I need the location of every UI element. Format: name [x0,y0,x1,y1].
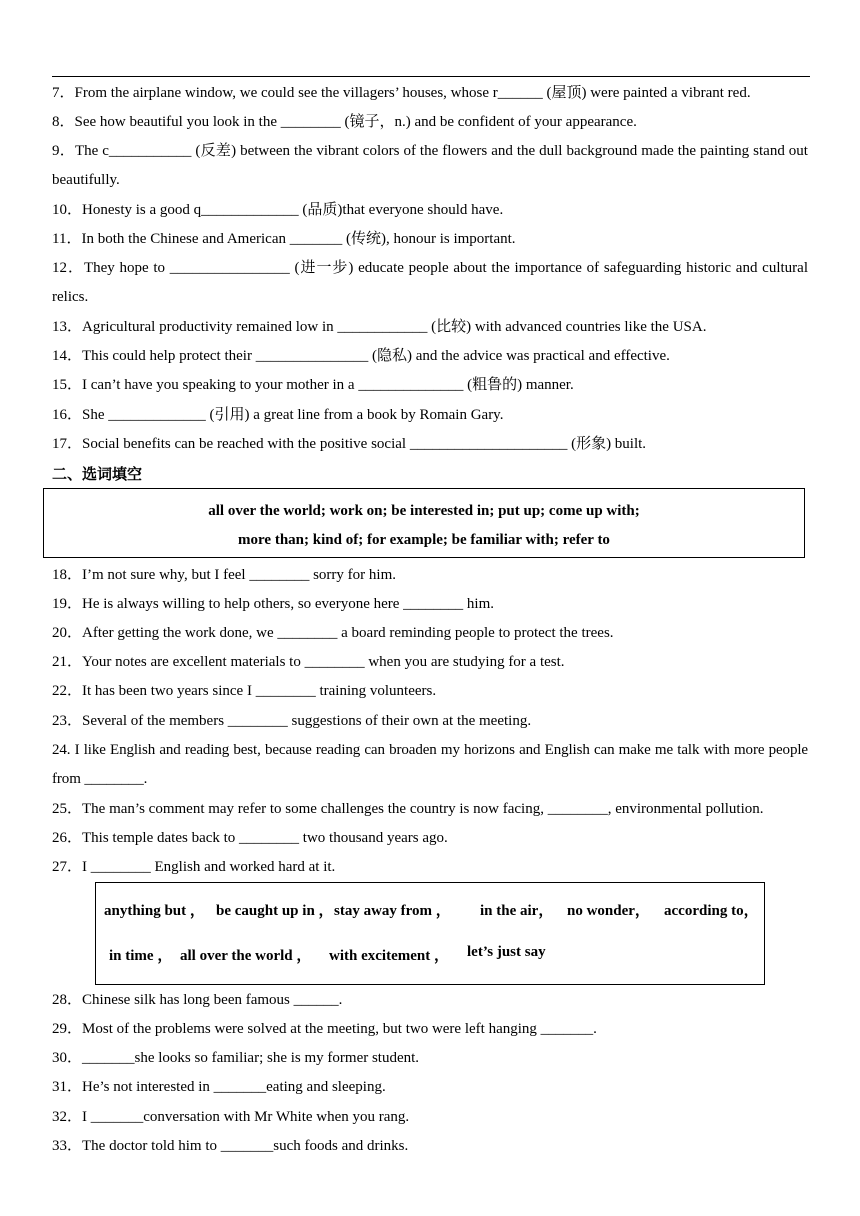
phrase-with-excitement: with excitement ， [329,948,449,964]
question-18: 18．I’m not sure why, but I feel ________ sorry for him. [52,567,396,583]
question-14: 14．This could help protect their _______________ (隐私) and the advice was practical and effective. [52,348,670,364]
question-12: 12．They hope to ________________ (进一步) educate people about the importance of safeguarding historic and cultural relics. [52,260,808,305]
question-21: 21．Your notes are excellent materials to ________ when you are studying for a test. [52,654,565,670]
question-20: 20．After getting the work done, we ________ a board reminding people to protect the trees. [52,625,614,641]
question-30: 30．_______she looks so familiar; she is my former student. [52,1050,420,1066]
question-11: 11．In both the Chinese and American _______ (传统), honour is important. [52,231,516,247]
question-17: 17．Social benefits can be reached with the positive social _____________________ (形象) built. [52,436,647,452]
question-7: 7．From the airplane window, we could see the villagers’ houses, whose r______ (屋顶) were painted a vibrant red. [52,85,751,101]
word-bank-box-1 [43,488,805,558]
phrase-according-to: according to， [664,903,759,919]
phrase-stay-away-from: stay away from ， [334,903,451,919]
question-28: 28．Chinese silk has long been famous ______. [52,992,343,1008]
phrase-all-over-the-world: all over the world ， [180,948,312,964]
phrase-in-time: in time ， [109,948,173,964]
question-8: 8．See how beautiful you look in the ________ (镜子，n.) and be confident of your appearance. [52,114,637,130]
question-16: 16．She _____________ (引用) a great line from a book by Romain Gary. [52,407,504,423]
question-31: 31．He’s not interested in _______eating and sleeping. [52,1079,386,1095]
word-bank-line-1: all over the world; work on; be interested in; put up; come up with; [208,503,640,519]
section-heading: 二、选词填空 [52,465,143,483]
question-29: 29．Most of the problems were solved at the meeting, but two were left hanging _______. [52,1021,597,1037]
question-27: 27．I ________ English and worked hard at it. [52,859,336,875]
question-24: 24. I like English and reading best, because reading can broaden my horizons and English can make me talk with more people from ________. [52,742,808,787]
question-32: 32．I _______conversation with Mr White when you rang. [52,1109,410,1125]
phrase-no-wonder: no wonder， [567,903,650,919]
header-rule [52,76,810,77]
phrase-in-the-air: in the air， [480,903,554,919]
question-13: 13．Agricultural productivity remained low in ____________ (比较) with advanced countries like the USA. [52,319,707,335]
question-10: 10．Honesty is a good q_____________ (品质)that everyone should have. [52,202,504,218]
question-26: 26．This temple dates back to ________ two thousand years ago. [52,830,448,846]
word-bank-box-2 [95,882,765,985]
phrase-lets-just-say: let’s just say [467,944,546,960]
phrase-be-caught-up-in: be caught up in ， [216,903,334,919]
question-9: 9．The c___________ (反差) between the vibrant colors of the flowers and the dull background made the painting stand out beautifully. [52,143,808,188]
question-15: 15．I can’t have you speaking to your mother in a ______________ (粗鲁的) manner. [52,377,574,393]
question-19: 19．He is always willing to help others, so everyone here ________ him. [52,596,495,612]
question-23: 23．Several of the members ________ suggestions of their own at the meeting. [52,713,532,729]
question-22: 22．It has been two years since I ________ training volunteers. [52,683,437,699]
question-33: 33．The doctor told him to _______such foods and drinks. [52,1138,409,1154]
word-bank-line-2: more than; kind of; for example; be familiar with; refer to [238,532,610,548]
phrase-anything-but: anything but ， [104,903,205,919]
question-25: 25．The man’s comment may refer to some challenges the country is now facing, ________, environmental pollution. [52,801,764,817]
